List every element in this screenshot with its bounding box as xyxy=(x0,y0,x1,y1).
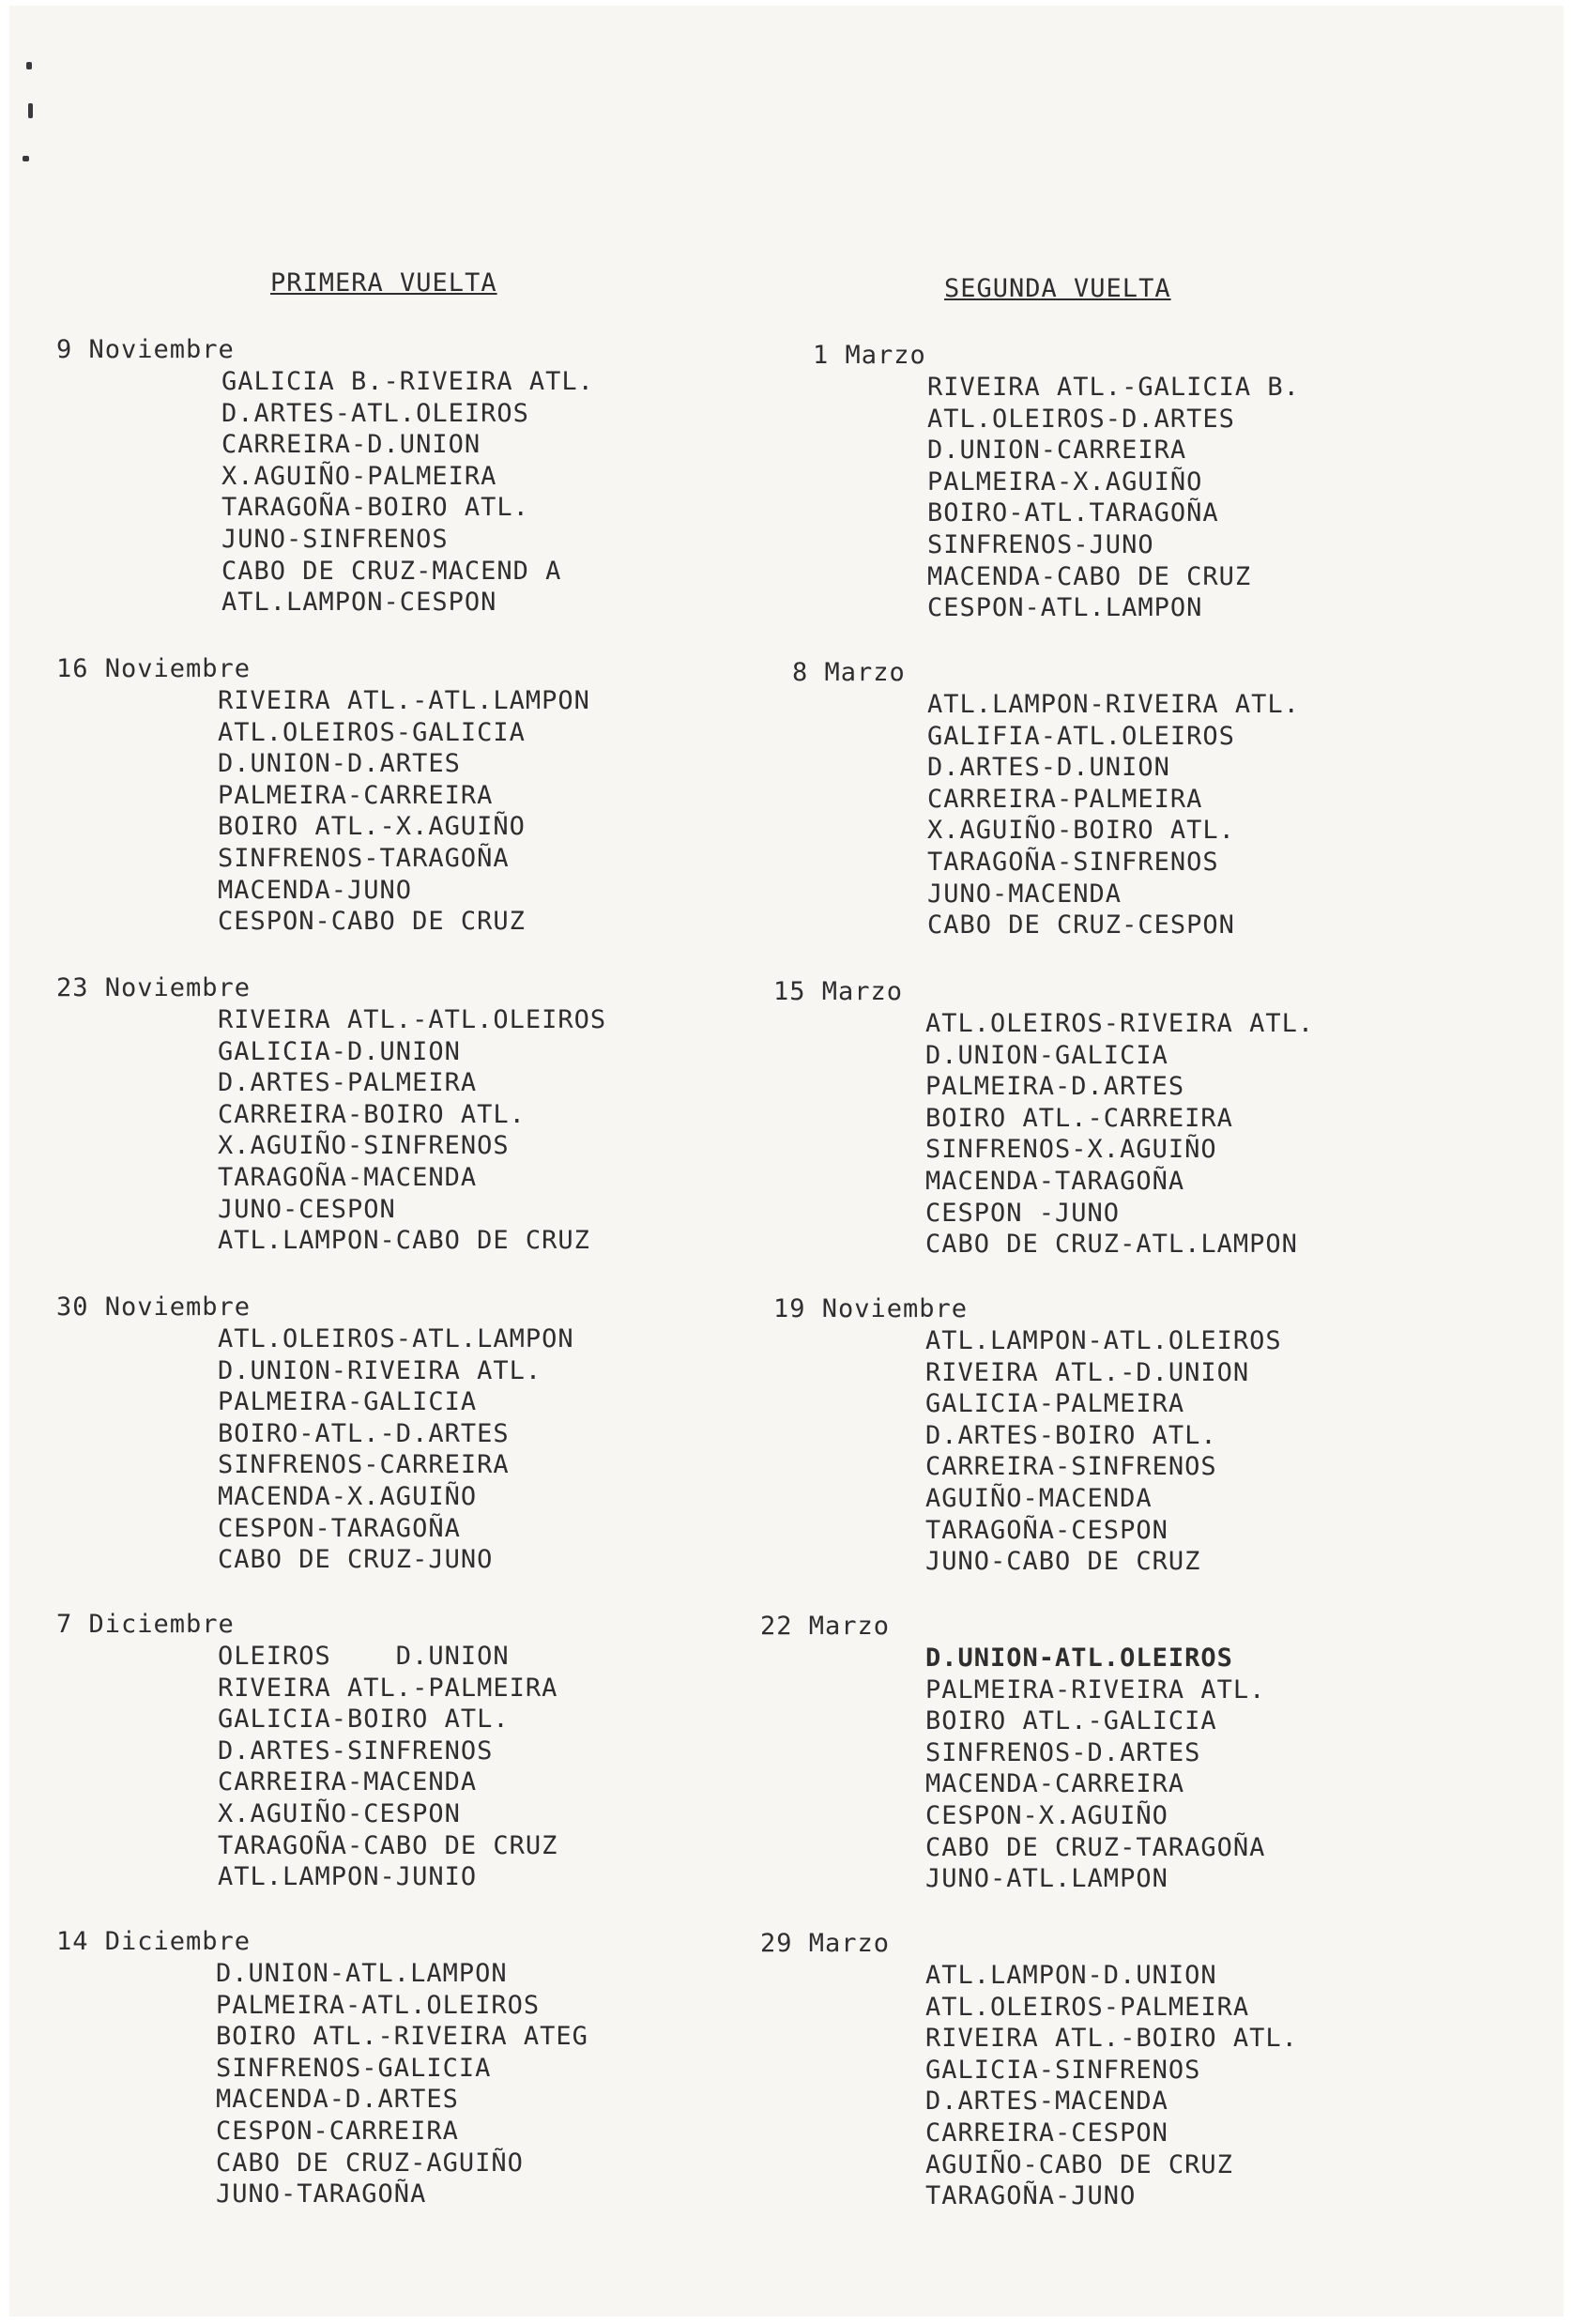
match: SINFRENOS-JUNO xyxy=(927,529,1154,559)
match: D.ARTES-SINFRENOS xyxy=(218,1735,494,1766)
match: CESPON -JUNO xyxy=(925,1198,1121,1228)
match: GALICIA-BOIRO ATL. xyxy=(218,1705,510,1735)
match: TARAGOÑA-JUNO xyxy=(925,2181,1137,2211)
round-date: 8 Marzo xyxy=(792,658,906,687)
match: ATL.OLEIROS-GALICIA xyxy=(218,717,526,747)
match: JUNO-MACENDA xyxy=(927,879,1122,909)
match: CARREIRA-CESPON xyxy=(925,2118,1168,2148)
match: MACENDA-TARAGOÑA xyxy=(925,1166,1185,1196)
match: TARAGOÑA-MACENDA xyxy=(218,1162,478,1192)
match-list xyxy=(56,1641,732,1893)
round-date: 7 Diciembre xyxy=(56,1610,235,1639)
match: CABO DE CRUZ-ATL.LAMPON xyxy=(925,1230,1298,1260)
match: MACENDA-CABO DE CRUZ xyxy=(927,561,1252,591)
second-round-block-6 xyxy=(760,1928,1436,2212)
round-date: 1 Marzo xyxy=(813,341,926,370)
first-round-block-4 xyxy=(56,1292,732,1576)
match: CARREIRA-PALMEIRA xyxy=(927,784,1203,814)
first-round-block-3 xyxy=(56,972,732,1257)
round-date: 30 Noviembre xyxy=(56,1292,252,1322)
match: CARREIRA-D.UNION xyxy=(221,430,481,460)
match: GALICIA B.-RIVEIRA ATL. xyxy=(221,367,594,396)
match-list xyxy=(56,685,732,938)
match: ATL.OLEIROS-D.ARTES xyxy=(927,404,1235,434)
match: SINFRENOS-GALICIA xyxy=(216,2053,492,2083)
match: GALICIA-PALMEIRA xyxy=(925,1389,1185,1419)
second-round-block-2 xyxy=(792,657,1468,941)
match-list xyxy=(760,1643,1436,1895)
match: BOIRO ATL.-RIVEIRA ATEG xyxy=(216,2022,588,2052)
round-date: 23 Noviembre xyxy=(56,973,252,1002)
match: GALICIA-SINFRENOS xyxy=(925,2055,1201,2085)
match: RIVEIRA ATL.-ATL.OLEIROS xyxy=(218,1005,607,1034)
match: CESPON-CARREIRA xyxy=(216,2116,459,2146)
match: ATL.LAMPON-ATL.OLEIROS xyxy=(925,1326,1282,1355)
ink-mark xyxy=(23,156,29,161)
match: JUNO-SINFRENOS xyxy=(221,524,449,554)
match: PALMEIRA-RIVEIRA ATL. xyxy=(925,1674,1266,1705)
match: CABO DE CRUZ-TARAGOÑA xyxy=(925,1832,1266,1862)
match: TARAGOÑA-BOIRO ATL. xyxy=(221,493,529,523)
round-date: 19 Noviembre xyxy=(773,1294,969,1323)
match: JUNO-CABO DE CRUZ xyxy=(925,1547,1201,1577)
match: ATL.LAMPON-CESPON xyxy=(221,588,497,618)
match: D.ARTES-ATL.OLEIROS xyxy=(221,398,529,428)
match: GALIFIA-ATL.OLEIROS xyxy=(927,721,1235,751)
match: D.UNION-CARREIRA xyxy=(927,436,1187,466)
match: D.UNION-ATL.OLEIROS xyxy=(925,1644,1233,1673)
match-list xyxy=(792,689,1468,941)
match: CESPON-CABO DE CRUZ xyxy=(218,907,526,937)
match: SINFRENOS-CARREIRA xyxy=(218,1450,510,1480)
match: CABO DE CRUZ-CESPON xyxy=(927,910,1235,940)
match: RIVEIRA ATL.-PALMEIRA xyxy=(218,1673,558,1703)
match-list xyxy=(56,1004,732,1257)
match: CARREIRA-MACENDA xyxy=(218,1767,478,1797)
match: CABO DE CRUZ-JUNO xyxy=(218,1545,494,1575)
match: X.AGUIÑO-SINFRENOS xyxy=(218,1131,510,1161)
match: ATL.LAMPON-D.UNION xyxy=(925,1961,1217,1990)
match: JUNO-TARAGOÑA xyxy=(216,2179,427,2209)
match: CABO DE CRUZ-AGUIÑO xyxy=(216,2148,524,2178)
round-date: 14 Diciembre xyxy=(56,1927,252,1956)
match: TARAGOÑA-CABO DE CRUZ xyxy=(218,1830,558,1860)
round-date: 22 Marzo xyxy=(760,1612,891,1641)
match-list xyxy=(773,1008,1449,1261)
match: GALICIA-D.UNION xyxy=(218,1036,461,1066)
match-list xyxy=(56,1958,732,2210)
match: D.ARTES-PALMEIRA xyxy=(218,1068,478,1098)
match: SINFRENOS-X.AGUIÑO xyxy=(925,1135,1217,1165)
match-list xyxy=(56,1323,732,1576)
match: PALMEIRA-CARREIRA xyxy=(218,780,494,810)
second-round-heading: SEGUNDA VUELTA xyxy=(944,274,1171,303)
second-round-block-3 xyxy=(773,976,1449,1261)
match: D.ARTES-D.UNION xyxy=(927,753,1170,783)
ink-mark xyxy=(26,62,32,69)
match: D.UNION-ATL.LAMPON xyxy=(216,1959,508,1988)
match: BOIRO-ATL.TARAGOÑA xyxy=(927,498,1219,528)
match: RIVEIRA ATL.-BOIRO ATL. xyxy=(925,2024,1298,2054)
match: OLEIROS D.UNION xyxy=(218,1642,510,1671)
round-date: 9 Noviembre xyxy=(56,335,235,364)
match: MACENDA-D.ARTES xyxy=(216,2085,459,2115)
match: AGUIÑO-CABO DE CRUZ xyxy=(925,2149,1233,2179)
match: JUNO-ATL.LAMPON xyxy=(925,1864,1168,1894)
match: RIVEIRA ATL.-GALICIA B. xyxy=(927,373,1300,402)
match: BOIRO ATL.-CARREIRA xyxy=(925,1103,1233,1133)
match: ATL.OLEIROS-PALMEIRA xyxy=(925,1992,1250,2022)
match: PALMEIRA-GALICIA xyxy=(218,1387,478,1417)
match: X.AGUIÑO-BOIRO ATL. xyxy=(927,816,1235,846)
match: D.UNION-D.ARTES xyxy=(218,749,461,779)
match: CARREIRA-BOIRO ATL. xyxy=(218,1099,526,1129)
first-round-block-2 xyxy=(56,653,732,938)
match: SINFRENOS-D.ARTES xyxy=(925,1737,1201,1767)
match: CESPON-TARAGOÑA xyxy=(218,1513,461,1543)
second-round-block-1 xyxy=(813,340,1489,624)
match-list xyxy=(813,372,1489,624)
first-round-block-5 xyxy=(56,1609,732,1893)
match-list xyxy=(773,1325,1449,1578)
match: AGUIÑO-MACENDA xyxy=(925,1483,1153,1513)
match: PALMEIRA-D.ARTES xyxy=(925,1072,1185,1102)
first-round-block-1 xyxy=(56,334,732,619)
match: TARAGOÑA-CESPON xyxy=(925,1515,1168,1545)
match-list xyxy=(760,1960,1436,2212)
match: D.UNION-RIVEIRA ATL. xyxy=(218,1355,542,1385)
match: PALMEIRA-ATL.OLEIROS xyxy=(216,1990,541,2020)
match: MACENDA-X.AGUIÑO xyxy=(218,1481,478,1511)
ink-mark xyxy=(28,103,33,118)
match: X.AGUIÑO-CESPON xyxy=(218,1798,461,1828)
match: ATL.LAMPON-JUNIO xyxy=(218,1862,478,1892)
match: D.UNION-GALICIA xyxy=(925,1040,1168,1070)
match: MACENDA-JUNO xyxy=(218,875,413,905)
match: BOIRO ATL.-X.AGUIÑO xyxy=(218,812,526,842)
match: JUNO-CESPON xyxy=(218,1194,396,1224)
match: ATL.OLEIROS-ATL.LAMPON xyxy=(218,1324,574,1353)
match: BOIRO-ATL.-D.ARTES xyxy=(218,1418,510,1448)
match: RIVEIRA ATL.-D.UNION xyxy=(925,1357,1250,1387)
match: CARREIRA-SINFRENOS xyxy=(925,1452,1217,1482)
match: ATL.LAMPON-CABO DE CRUZ xyxy=(218,1226,590,1256)
round-date: 29 Marzo xyxy=(760,1929,891,1958)
match: X.AGUIÑO-PALMEIRA xyxy=(221,461,497,491)
match: D.ARTES-MACENDA xyxy=(925,2087,1168,2117)
round-date: 16 Noviembre xyxy=(56,654,252,683)
second-round-block-5 xyxy=(760,1611,1436,1895)
second-round-block-4 xyxy=(773,1293,1449,1578)
match: BOIRO ATL.-GALICIA xyxy=(925,1706,1217,1736)
match: D.ARTES-BOIRO ATL. xyxy=(925,1420,1217,1450)
match: ATL.LAMPON-RIVEIRA ATL. xyxy=(927,690,1300,719)
match: RIVEIRA ATL.-ATL.LAMPON xyxy=(218,686,590,715)
match: ATL.OLEIROS-RIVEIRA ATL. xyxy=(925,1009,1315,1038)
first-round-block-6 xyxy=(56,1926,732,2210)
match: CESPON-ATL.LAMPON xyxy=(927,593,1203,623)
match: SINFRENOS-TARAGOÑA xyxy=(218,843,510,873)
match: CABO DE CRUZ-MACEND A xyxy=(221,556,562,586)
match-list xyxy=(56,366,732,619)
match: TARAGOÑA-SINFRENOS xyxy=(927,847,1219,877)
match: CESPON-X.AGUIÑO xyxy=(925,1800,1168,1830)
first-round-heading: PRIMERA VUELTA xyxy=(270,268,497,298)
match: MACENDA-CARREIRA xyxy=(925,1769,1185,1799)
round-date: 15 Marzo xyxy=(773,977,904,1006)
match: PALMEIRA-X.AGUIÑO xyxy=(927,466,1203,497)
typed-schedule-page xyxy=(9,6,1564,2316)
